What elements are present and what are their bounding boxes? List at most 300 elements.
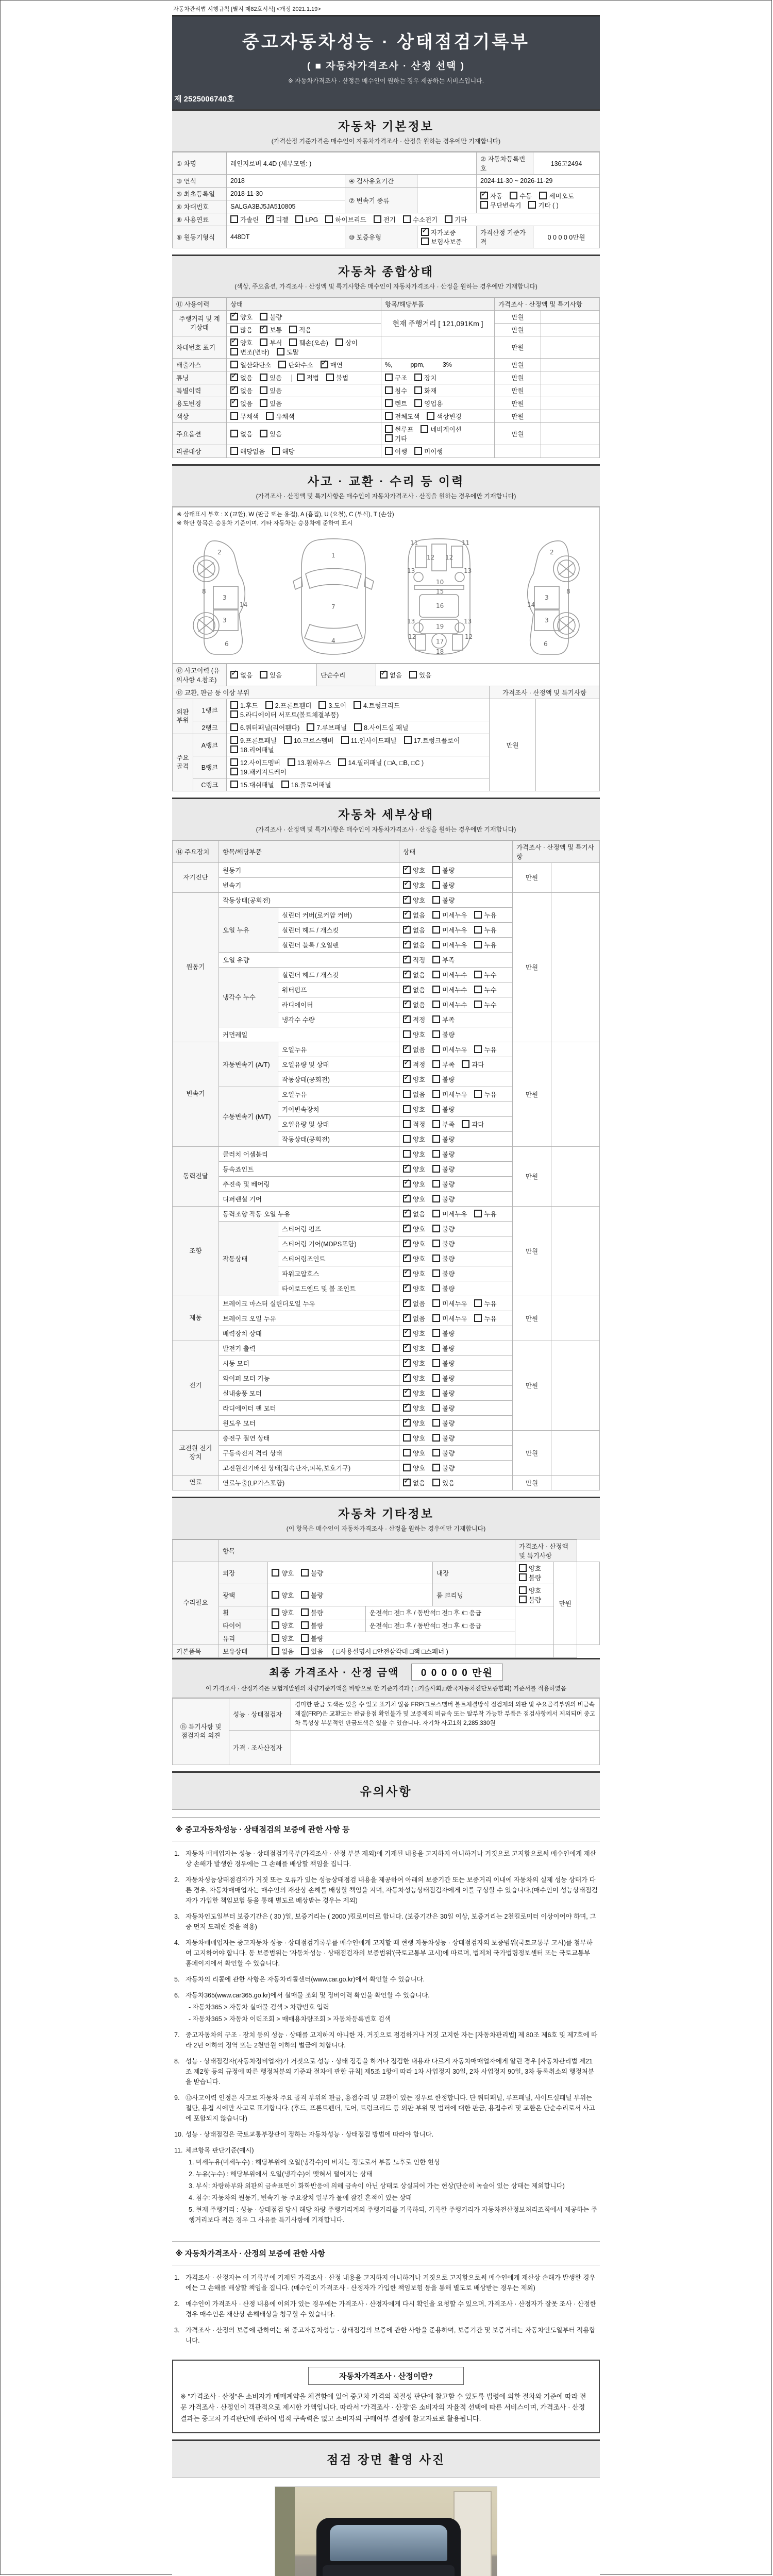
- state-options: [399, 937, 513, 952]
- section-title: 사고 · 교환 · 수리 등 이력: [307, 474, 465, 488]
- item-label: 파워고압호스: [278, 1266, 399, 1281]
- use-history-label: 배출가스: [173, 359, 227, 371]
- notice-item-number: 5.: [174, 1975, 180, 1983]
- option: ✓없음: [230, 670, 253, 680]
- detail-state-table: [172, 840, 600, 1490]
- state-options: [399, 892, 513, 907]
- option: 양호: [403, 1433, 425, 1443]
- spec-cell: [551, 892, 600, 1042]
- checkbox-unchecked: [272, 1608, 279, 1616]
- detail-row: [173, 1430, 600, 1445]
- option: ✓ 없음: [403, 970, 425, 979]
- option: 전체도색: [385, 412, 419, 421]
- notice-item-number: 3.: [174, 1912, 180, 1920]
- notice-item: [174, 1875, 598, 1906]
- form-reference: 자동차관리법 시행규칙 [별지 제82호서식] <개정 2021.1.19>: [173, 6, 321, 12]
- item-label: 발전기 출력: [219, 1341, 399, 1355]
- checkbox-unchecked: [403, 1105, 411, 1113]
- state-options: [399, 1176, 513, 1191]
- col-blank: [173, 1539, 219, 1562]
- price-cell: 만원: [495, 410, 541, 423]
- option: 렌트: [385, 399, 407, 408]
- checkbox-checked: [403, 1389, 411, 1397]
- use-history-label: 차대번호 표기: [173, 336, 227, 359]
- notice-sub-item: - 자동차365 > 자동차 실매물 검색 > 차량번호 입력: [189, 2003, 329, 2011]
- option: 구조: [385, 373, 407, 382]
- svg-text:4: 4: [331, 637, 335, 645]
- engine-type-value: 448DT: [227, 226, 345, 248]
- price-cell: 만원: [513, 1341, 551, 1430]
- notice-item-number: 2.: [174, 2300, 180, 2308]
- item-label: 오일누유: [278, 1087, 399, 1101]
- col-state: 상태: [399, 840, 513, 862]
- item-options: [268, 1619, 366, 1632]
- option: 불량: [432, 1254, 455, 1263]
- item-options: [268, 1606, 366, 1619]
- detail-row: [173, 1475, 600, 1490]
- item-label: 충전구 절연 상태: [219, 1430, 399, 1445]
- checkbox-unchecked: [421, 238, 429, 245]
- overall-row: [173, 336, 600, 359]
- part-option: 14.필러패널 ( □A, □B, □C ): [338, 758, 424, 767]
- checkbox-checked: [403, 1269, 411, 1277]
- checkbox-unchecked: [519, 1586, 527, 1594]
- checkbox-unchecked: [272, 1591, 279, 1599]
- section-note: (가격조사 · 산정액 및 특기사항은 매수인이 자동차가격조사 · 산정을 원하는 경우에만 기재합니다): [256, 493, 516, 500]
- final-price-section: [172, 1658, 600, 1698]
- item-label: 오일유량 및 상태: [278, 1116, 399, 1131]
- checkbox-checked: [321, 361, 328, 368]
- option: 있음: [260, 386, 282, 395]
- checkbox-checked: [403, 1344, 411, 1352]
- option: ✓ 적정: [403, 955, 425, 964]
- option: 미세누수: [432, 970, 467, 979]
- notice-item-number: 9.: [174, 2094, 180, 2102]
- notice-item-text: 자동차 매매업자는 성능 · 상태점검기록부(가격조사 · 산정 부분 제외)에 기재된 내용을 고지하지 아니하거나 거짓으로 고지함으로써 매수인에게 재산상 손해가 발생한 경우에는 그 손해를 배상할 책임을 집니다.: [186, 1850, 596, 1868]
- option: ✓ 없음: [403, 1209, 425, 1218]
- checkbox-unchecked: [432, 1374, 440, 1382]
- price-cell: 만원: [495, 384, 541, 397]
- inspection-photos: [172, 2478, 600, 2576]
- checkbox-unchecked: [432, 1344, 440, 1352]
- option: 불량: [432, 1269, 455, 1278]
- state-options: [399, 1355, 513, 1370]
- option: 이행: [385, 447, 407, 456]
- checkbox-unchecked: [230, 412, 238, 420]
- checkbox-unchecked: [403, 1120, 411, 1128]
- checkbox-unchecked: [432, 1359, 440, 1367]
- option: 훼손(오손): [289, 338, 328, 347]
- option: ✓ 양호: [403, 880, 425, 890]
- option: 불량: [432, 1030, 455, 1039]
- option: 불량: [432, 1284, 455, 1293]
- option: 불법: [326, 373, 348, 382]
- mileage-note: 현재 주행거리 [ 121,091Km ]: [381, 311, 495, 336]
- state-options: [227, 384, 381, 397]
- checkbox-checked: [230, 374, 238, 381]
- item-label: 작동상태(공회전): [278, 1072, 399, 1087]
- checkbox-unchecked: [528, 201, 536, 209]
- overall-row: [173, 384, 600, 397]
- photo-car-front: [316, 2518, 461, 2576]
- rank-items: [227, 756, 490, 778]
- checkbox-unchecked: [403, 1135, 411, 1143]
- state-options: [399, 1370, 513, 1385]
- option: 기타: [445, 215, 467, 224]
- part-option: 8.사이드실 패널: [354, 723, 408, 732]
- option: 장치: [414, 373, 436, 382]
- state-options: [399, 1296, 513, 1311]
- checkbox-unchecked: [230, 710, 238, 718]
- svg-text:12: 12: [408, 633, 416, 640]
- overall-row: [173, 371, 600, 384]
- state-options: [399, 922, 513, 937]
- option: ✓ 양호: [403, 1284, 425, 1293]
- legend-line2: ※ 하단 항목은 승용차 기준이며, 기타 자동차는 승용차에 준하여 표시: [177, 520, 353, 527]
- rank-items: [227, 699, 490, 721]
- option: 불량: [432, 1239, 455, 1248]
- item-cell: [381, 397, 495, 410]
- checkbox-unchecked: [230, 215, 238, 223]
- option: 양호: [272, 1634, 294, 1643]
- checkbox-unchecked: [432, 1210, 440, 1217]
- option: 누유: [474, 1299, 496, 1308]
- inspection-label: ④ 검사유효기간: [345, 175, 417, 188]
- spec-cell: [541, 359, 600, 371]
- checkbox-unchecked: [230, 745, 238, 753]
- device-label: 연료: [173, 1475, 219, 1490]
- option: 불량: [432, 1075, 455, 1084]
- option: 불량: [432, 1224, 455, 1233]
- appraiser-remark-label: 가격 · 조사산정자: [229, 1730, 291, 1765]
- checkbox-unchecked: [301, 1591, 309, 1599]
- option: 불량: [260, 312, 282, 321]
- reg-no-label: ② 자동차등록번호: [477, 152, 533, 175]
- checkbox-checked: [403, 1255, 411, 1262]
- checkbox-unchecked: [432, 1165, 440, 1173]
- notice-sub-item: 2. 누유(누수) : 해당부위에서 오일(냉각수)이 맺혀서 떨어지는 상태: [189, 2170, 373, 2178]
- checkbox-unchecked: [432, 1299, 440, 1307]
- item-label: 실린더 커버(로커암 커버): [278, 907, 399, 922]
- checkbox-unchecked: [539, 192, 547, 199]
- checkbox-unchecked: [281, 781, 289, 788]
- notice-item: [174, 1974, 598, 1985]
- checkbox-unchecked: [260, 399, 267, 407]
- option: 누유: [474, 1209, 496, 1218]
- checkbox-unchecked: [230, 447, 238, 455]
- item-options: 없음 있음 ( □사용설명서 □안전삼각대 □잭 □스패너 ): [268, 1645, 515, 1657]
- option: 양호: [403, 1134, 425, 1144]
- detail-row: [173, 1146, 600, 1161]
- option: 미세누수: [432, 1000, 467, 1009]
- checkbox-unchecked: [335, 338, 343, 346]
- option: ✓ 없음: [380, 670, 402, 680]
- item-label: 구동축전지 격리 상태: [219, 1445, 399, 1460]
- checkbox-unchecked: [474, 986, 482, 993]
- use-history-label: 색상: [173, 410, 227, 423]
- option: 불량: [432, 1374, 455, 1383]
- price-cell: 만원: [495, 336, 541, 359]
- option: 과다: [462, 1060, 484, 1069]
- final-price-amount: 0 0 0 0 0 만원: [411, 1664, 503, 1681]
- part-option: 3.도어: [318, 701, 346, 710]
- checkbox-unchecked: [326, 374, 334, 381]
- checkbox-checked: [403, 1180, 411, 1188]
- item-options: [515, 1562, 554, 1584]
- notice-item-text: 자동차365(www.car365.go.kr)에서 실매물 조회 및 정비이력 확인을 확인할 수 있습니다. - 자동차365 > 자동차 실매물 검색 > 차량번호 입력 - 자동차365 > 자동차 이력조회 > 매매용차량조회 > 자동차등록번호 검색: [186, 1990, 598, 2024]
- checkbox-unchecked: [385, 386, 393, 394]
- checkbox-checked: [403, 1299, 411, 1307]
- col-state: 상태: [227, 298, 381, 311]
- notice-item-number: 8.: [174, 2057, 180, 2065]
- notice-item-text: 자동차성능상태점검자가 거짓 또는 오류가 있는 성능상태점검 내용을 제공하여 아래의 보증기간 또는 보증거리 이내에 자동차의 실제 성능 상태가 다른 경우, 자동차매매업자는 매수인의 재산상 손해를 배상할 책임을 지며, 자동차성능상태점검자에게 이를 구상할 수 있습니다.(매수인이 성능상태점검자가 가입한 책임보험 등을 통해 별도로 배상받는 경우는 제외): [186, 1876, 598, 1904]
- state-options: [399, 1251, 513, 1266]
- checkbox-unchecked: [474, 911, 482, 919]
- checkbox-unchecked: [385, 425, 393, 433]
- price-cell: 만원: [513, 1042, 551, 1146]
- checkbox-checked: [230, 338, 238, 346]
- option: ✓ 없음: [230, 386, 253, 395]
- notice-item-number: 4.: [174, 1939, 180, 1946]
- spec-cell: [541, 336, 600, 359]
- detail-row: [173, 892, 600, 907]
- detail-row: [173, 1296, 600, 1311]
- status-code-legend: [172, 507, 600, 532]
- checkbox-unchecked: [318, 701, 326, 709]
- item-options: [268, 1632, 515, 1645]
- item-label: 오일누유: [278, 1042, 399, 1057]
- item-label: 배력장치 상태: [219, 1326, 399, 1341]
- checkbox-checked: [403, 1045, 411, 1053]
- section-title: 자동차 기본정보: [338, 120, 434, 133]
- exchange-price-label: 가격조사 · 산정액 및 특기사항: [490, 686, 600, 699]
- option: ✓ 없음: [403, 985, 425, 994]
- item-label: 룸 크리닝: [433, 1584, 515, 1606]
- state-options: [399, 1072, 513, 1087]
- checkbox-unchecked: [519, 1573, 527, 1581]
- item-label: 타이어: [219, 1619, 268, 1632]
- document-subtitle: ( ■ 자동차가격조사 · 산정 선택 ): [307, 61, 465, 72]
- option: ✓ 양호: [403, 1269, 425, 1278]
- rank-items: [227, 721, 490, 734]
- checkbox-unchecked: [474, 1001, 482, 1008]
- option: 누유: [474, 1090, 496, 1099]
- col-device: ⑭ 주요장치: [173, 840, 219, 862]
- checkbox-checked: [230, 386, 238, 394]
- checkbox-unchecked: [480, 201, 488, 209]
- item-label: 실린더 헤드 / 개스킷: [278, 922, 399, 937]
- checkbox-unchecked: [272, 1621, 279, 1629]
- spec-cell: [551, 1042, 600, 1146]
- option: ✓ 양호: [403, 1194, 425, 1204]
- warranty-options: [417, 226, 477, 248]
- option: 없음: [272, 1647, 294, 1656]
- checkbox-unchecked: [301, 1634, 309, 1642]
- car-diagram-top-icon: [287, 537, 380, 658]
- option: ✓ 양호: [403, 1388, 425, 1398]
- state-options: [399, 1460, 513, 1475]
- col-item: 항목/해당부품: [219, 840, 399, 862]
- state-options: [399, 1266, 513, 1281]
- item-label: 라디에이터 팬 모터: [219, 1400, 399, 1415]
- checkbox-checked: [403, 1419, 411, 1427]
- final-price-row: [172, 1664, 600, 1681]
- year-value: 2018: [227, 175, 345, 188]
- checkbox-unchecked: [432, 1449, 440, 1456]
- option: 미세누유: [432, 910, 467, 920]
- option: ✓자동: [480, 191, 502, 200]
- sub-group-label: 작동상태: [219, 1221, 278, 1296]
- item-label: 내장: [433, 1562, 515, 1584]
- checkbox-checked: [480, 192, 488, 199]
- section-title: 자동차 종합상태: [338, 265, 434, 278]
- notice-list-2: [172, 2265, 600, 2354]
- option: ✓ 양호: [403, 1164, 425, 1174]
- checkbox-unchecked: [474, 1045, 482, 1053]
- option: 도말: [277, 347, 299, 357]
- option: 미이행: [414, 447, 443, 456]
- svg-text:10: 10: [435, 578, 444, 586]
- checkbox-unchecked: [272, 1569, 279, 1577]
- checkbox-unchecked: [432, 1045, 440, 1053]
- option: 불량: [432, 1134, 455, 1144]
- price-cell: 만원: [513, 1146, 551, 1206]
- state-options: [227, 445, 381, 458]
- part-option: 5.라디에이터 서포트(볼트체결부품): [230, 710, 339, 719]
- checkbox-unchecked: [445, 215, 452, 223]
- svg-text:15: 15: [435, 587, 444, 595]
- notice-item-number: 1.: [174, 2274, 180, 2281]
- record-document: [172, 1, 600, 2576]
- first-reg-value: 2018-11-30: [227, 188, 345, 200]
- option: 불량: [432, 1344, 455, 1353]
- option: 누수: [474, 985, 496, 994]
- checkbox-unchecked: [427, 412, 434, 420]
- svg-text:17: 17: [435, 637, 444, 645]
- price-cell: 만원: [513, 892, 551, 1042]
- device-label: 원동기: [173, 892, 219, 1042]
- spec-cell: [577, 1562, 599, 1645]
- checkbox-unchecked: [403, 1150, 411, 1158]
- option: ✓ 없음: [230, 399, 253, 408]
- option: ✓ 양호: [403, 1075, 425, 1084]
- option: 세미오토: [539, 191, 574, 200]
- state-options: [399, 1057, 513, 1072]
- item-label: 스티어링 펌프: [278, 1221, 399, 1236]
- svg-text:3: 3: [222, 594, 227, 601]
- item-label: 윈도우 모터: [219, 1415, 399, 1430]
- checkbox-unchecked: [510, 192, 517, 199]
- option: ✓ 없음: [403, 925, 425, 935]
- checkbox-unchecked: [432, 1015, 440, 1023]
- item-cell: [381, 410, 495, 423]
- sub-group-label: 자동변속기 (A/T): [219, 1042, 278, 1087]
- mileage-state-options: [227, 311, 381, 324]
- svg-text:8: 8: [566, 587, 570, 595]
- option: 누수: [474, 970, 496, 979]
- option: 유채색: [266, 412, 294, 421]
- notice-item: [174, 2030, 598, 2050]
- checkbox-checked: [403, 1165, 411, 1173]
- report-number: 제 2525006740호: [174, 95, 234, 104]
- checkbox-checked: [403, 971, 411, 978]
- checkbox-unchecked: [403, 1449, 411, 1456]
- option: ✓ 없음: [403, 1045, 425, 1054]
- state-options: [399, 1087, 513, 1101]
- option: 불량: [432, 1164, 455, 1174]
- price-cell: 만원: [513, 1296, 551, 1341]
- spec-cell: [551, 1146, 600, 1206]
- item-label: 워터펌프: [278, 982, 399, 997]
- option: 미세누유: [432, 1045, 467, 1054]
- use-history-label: 튜닝: [173, 371, 227, 384]
- checkbox-unchecked: [474, 1299, 482, 1307]
- rank-label: C랭크: [193, 778, 227, 791]
- checkbox-unchecked: [272, 1647, 279, 1655]
- col-price: 가격조사 · 산정액 및 특기사항: [515, 1539, 577, 1562]
- option: 양호: [403, 1463, 425, 1472]
- car-diagram-right-side-icon: [498, 537, 591, 658]
- option: ✓ 매연: [321, 360, 343, 369]
- other-info-table: [172, 1539, 600, 1658]
- item-label: 와이퍼 모터 기능: [219, 1370, 399, 1385]
- checkbox-checked: [260, 326, 267, 333]
- checkbox-unchecked: [230, 348, 238, 355]
- checkbox-unchecked: [230, 723, 238, 731]
- outer-panel-label: 외판부위: [173, 699, 193, 734]
- car-name-label: ① 차명: [173, 152, 227, 175]
- checkbox-unchecked: [432, 1404, 440, 1412]
- notice-sub-item: 4. 침수: 자동차의 원동기, 변속기 등 주요장치 일부가 물에 잠긴 흔적이 있는 상태: [189, 2194, 412, 2201]
- option: 화재: [414, 386, 436, 395]
- final-price-note: 이 가격조사 · 산정가격은 보험개발원의 차량기준가액을 바탕으로 한 기준가격과 ( □기술사회,□한국자동차진단보증협회) 기준서를 적용하였음: [205, 1685, 567, 1692]
- spec-cell: [541, 384, 600, 397]
- svg-text:14: 14: [239, 601, 247, 608]
- option: 영업용: [414, 399, 443, 408]
- notice-item: [174, 2299, 598, 2319]
- svg-text:13: 13: [407, 617, 415, 625]
- option: 누유: [474, 1314, 496, 1323]
- item-label: 보유상태: [219, 1645, 268, 1657]
- spec-cell: [551, 1475, 600, 1490]
- section-other-info: [172, 1497, 600, 1539]
- overall-row: [173, 445, 600, 458]
- option: 누수: [474, 1000, 496, 1009]
- item-label: 유리: [219, 1632, 268, 1645]
- checkbox-unchecked: [385, 399, 393, 407]
- state-options: [399, 862, 513, 877]
- option: ✓ 없음: [403, 1299, 425, 1308]
- transmission-spacer: [417, 188, 477, 213]
- item-label: 추진축 및 베어링: [219, 1176, 399, 1191]
- item-label: 클러치 어셈블리: [219, 1146, 399, 1161]
- car-diagram-left-side-icon: [181, 537, 274, 658]
- item-cell: [381, 384, 495, 397]
- checkbox-unchecked: [284, 736, 292, 744]
- item-label: 스티어링 기어(MDPS포함): [278, 1236, 399, 1251]
- option: 썬루프: [385, 425, 413, 434]
- checkbox-unchecked: [277, 348, 284, 355]
- item-label: 작동상태(공회전): [219, 892, 399, 907]
- price-cell: 만원: [513, 1206, 551, 1296]
- part-option: 16.플로어패널: [281, 780, 331, 789]
- option: ✓자가보증: [421, 228, 456, 237]
- option: 상이: [335, 338, 358, 347]
- option: 적음: [289, 325, 311, 334]
- option: 양호: [403, 1030, 425, 1039]
- notice-item: [174, 2129, 598, 2140]
- checkbox-unchecked: [409, 671, 417, 679]
